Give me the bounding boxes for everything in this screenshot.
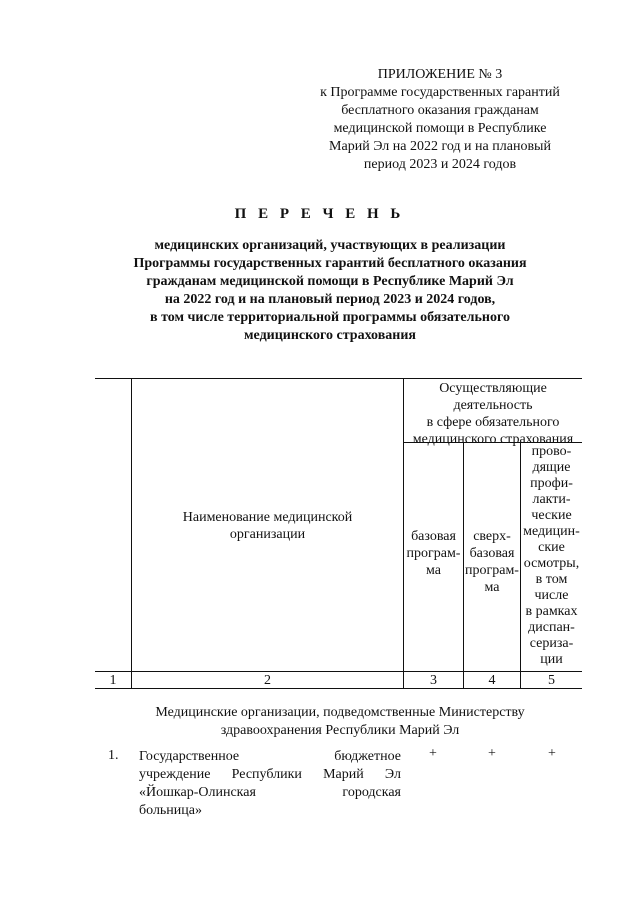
row-number: 1. — [108, 748, 119, 763]
document-title: П Е Р Е Ч Е Н Ь — [234, 206, 405, 222]
appendix-line: к Программе государственных гарантий — [320, 85, 560, 100]
subtitle-line: на 2022 год и на плановый период 2023 и 2024 годов, — [164, 292, 496, 307]
appendix-block — [290, 66, 590, 174]
col-number: 1 — [109, 673, 117, 688]
document-subtitle — [80, 237, 580, 345]
subtitle-line: в том числе территориальной программы обязательного — [150, 310, 510, 325]
section-title: Медицинские организации, подведомственные Министерству здравоохранения Республики Марий Эл — [155, 705, 525, 738]
col-number: 5 — [548, 673, 555, 688]
appendix-line: бесплатного оказания гражданам — [341, 103, 539, 118]
row-extra-program-mark: + — [488, 746, 496, 761]
subtitle-line: медицинского страхования — [244, 328, 416, 343]
row-organization-name: Государственное бюджетное учреждение Республики Марий Эл «Йошкар-Олинская городская больница» — [139, 749, 401, 818]
appendix-line: медицинской помощи в Республике — [333, 121, 547, 136]
subtitle-line: медицинских организаций, участвующих в реализации — [154, 238, 506, 253]
header-oms-group: Осуществляющие деятельность в сфере обязательного медицинского страхования — [412, 381, 574, 447]
appendix-line: ПРИЛОЖЕНИЕ № 3 — [377, 67, 503, 82]
header-extra-program: сверх- базовая програм- ма — [465, 529, 519, 595]
header-base-program: базовая програм- ма — [406, 529, 461, 578]
appendix-line: период 2023 и 2024 годов — [363, 157, 517, 172]
subtitle-line: гражданам медицинской помощи в Республике Марий Эл — [146, 274, 514, 289]
subtitle-line: Программы государственных гарантий бесплатного оказания — [133, 256, 527, 271]
row-base-program-mark: + — [429, 746, 437, 761]
table-top-rule — [95, 378, 582, 379]
row-prof-exams-mark: + — [548, 746, 556, 761]
appendix-line: Марий Эл на 2022 год и на плановый — [329, 139, 551, 154]
col-number: 4 — [488, 673, 496, 688]
header-organization-name: Наименование медицинской организации — [182, 510, 353, 542]
col-number: 3 — [430, 673, 437, 688]
header-prof-exams: прово- дящие профи- лакти- ческие медицин- ские осмотры, в том числе в рамках диспан- сериза- ции — [523, 444, 580, 667]
col-number: 2 — [264, 673, 271, 688]
